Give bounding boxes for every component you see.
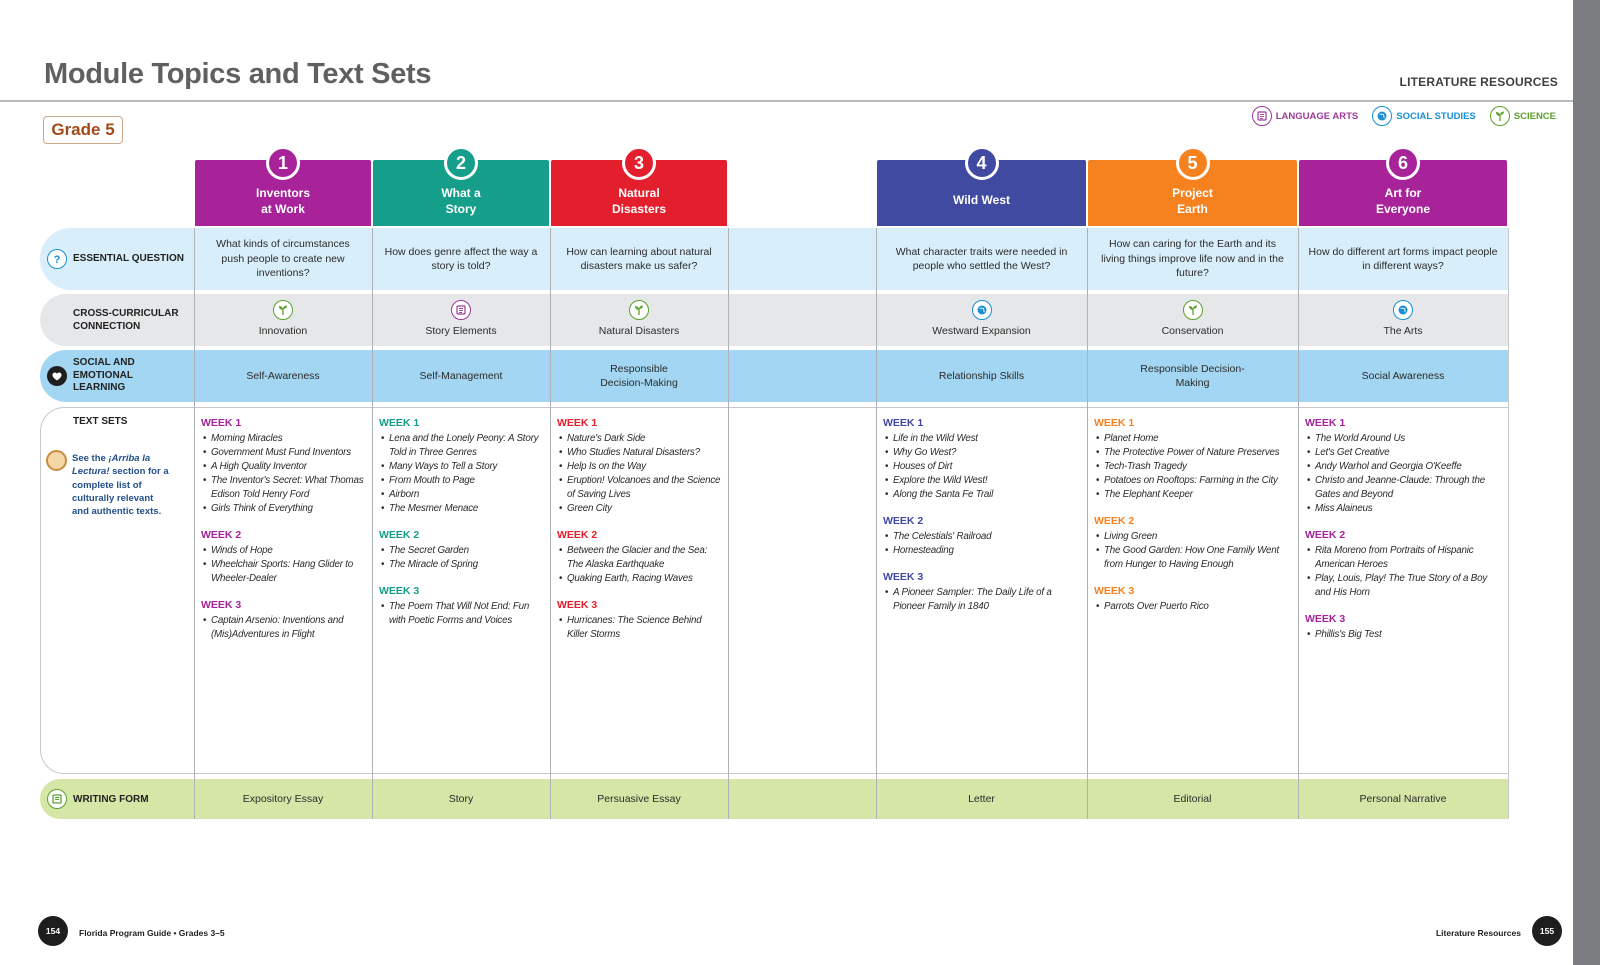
subject-legend: [1252, 106, 1556, 126]
module-header-1: [195, 152, 371, 226]
text-title: • From Mouth to Page: [379, 474, 545, 488]
module-number-badge: 3: [622, 146, 656, 180]
text-title: • Andy Warhol and Georgia O'Keeffe: [1305, 460, 1503, 474]
text-title: • Houses of Dirt: [883, 460, 1082, 474]
text-title: • Tech-Trash Tragedy: [1094, 460, 1293, 474]
text-title: • The Protective Power of Nature Preserves: [1094, 446, 1293, 460]
week-title-list: [379, 432, 545, 516]
text-title: • Homesteading: [883, 544, 1082, 558]
globe-icon: [1393, 300, 1413, 320]
week-heading: WEEK 2: [379, 529, 420, 541]
week-heading: WEEK 2: [883, 515, 924, 527]
essential-question-text: How does genre affect the way a story is told?: [384, 245, 538, 272]
text-title: • Help Is on the Way: [557, 460, 723, 474]
text-title: • The World Around Us: [1305, 432, 1503, 446]
text-title: • A Pioneer Sampler: The Daily Life of a Pioneer Family in 1840: [883, 586, 1082, 614]
writing-form-text: Persuasive Essay: [597, 792, 681, 805]
module-header-3: [551, 152, 727, 226]
week-title-list: [379, 544, 545, 572]
text-set-list: [1305, 416, 1503, 642]
footer-guide-title: Florida Program Guide • Grades 3–5: [79, 928, 225, 938]
week-heading: WEEK 1: [557, 417, 598, 429]
cross-curricular-text: Natural Disasters: [598, 325, 680, 337]
cross-curricular-cell: [876, 294, 1087, 346]
module-header-4: [877, 152, 1086, 226]
text-title: • Parrots Over Puerto Rico: [1094, 600, 1293, 614]
writing-form-text: Letter: [968, 792, 995, 805]
module-header-2: [373, 152, 549, 226]
cross-curricular-cell: [1087, 294, 1298, 346]
text-title: • Play, Louis, Play! The True Story of a Boy and His Horn: [1305, 572, 1503, 600]
book-icon: [1252, 106, 1272, 126]
week-title-list: [557, 614, 723, 642]
text-title: • The Miracle of Spring: [379, 558, 545, 572]
writing-form-text: Personal Narrative: [1359, 792, 1447, 805]
text-title: • Miss Alaineus: [1305, 502, 1503, 516]
text-title: • Phillis's Big Test: [1305, 628, 1503, 642]
text-title: • Many Ways to Tell a Story: [379, 460, 545, 474]
text-title: • The Celestials' Railroad: [883, 530, 1082, 544]
book-icon: [451, 300, 471, 320]
text-title: • Nature's Dark Side: [557, 432, 723, 446]
text-title: • Government Must Fund Inventors: [201, 446, 367, 460]
page-number-left: 154: [38, 916, 68, 946]
week-title-list: [201, 432, 367, 516]
arriba-la-lectura-note: See the ¡Arriba la Lectura! section for a complete list of culturally relevant and authentic texts.: [72, 453, 169, 518]
text-title: • Potatoes on Rooftops: Farming in the City: [1094, 474, 1293, 488]
sel-text: Responsible Decision-Making: [1140, 362, 1245, 389]
text-sets-label: TEXT SETS: [73, 416, 128, 427]
svg-text:?: ?: [53, 254, 61, 266]
text-title: • Living Green: [1094, 530, 1293, 544]
heart-icon: [47, 366, 67, 386]
module-number-badge: 2: [444, 146, 478, 180]
week-title-list: [883, 530, 1082, 558]
module-header-6: [1299, 152, 1507, 226]
week-title-list: [1094, 600, 1293, 614]
plant-icon: [273, 300, 293, 320]
column-divider: [1508, 228, 1509, 819]
text-title: • Life in the Wild West: [883, 432, 1082, 446]
week-title-list: [1305, 628, 1503, 642]
week-title-list: [1305, 432, 1503, 516]
week-heading: WEEK 1: [379, 417, 420, 429]
week-title-list: [201, 614, 367, 642]
text-title: • Along the Santa Fe Trail: [883, 488, 1082, 502]
arriba-la-lectura-icon: [46, 450, 67, 471]
writing-form-text: Expository Essay: [242, 792, 324, 805]
cross-curricular-cell: [550, 294, 728, 346]
footer-section-title: Literature Resources: [1435, 928, 1521, 938]
text-set-list: [557, 416, 723, 642]
module-number-badge: 4: [965, 146, 999, 180]
text-title: • Explore the Wild West!: [883, 474, 1082, 488]
week-heading: WEEK 1: [1305, 417, 1346, 429]
week-title-list: [557, 432, 723, 516]
header-divider: [0, 100, 1573, 102]
sel-text: Social Awareness: [1361, 369, 1445, 382]
text-title: • Why Go West?: [883, 446, 1082, 460]
question-mark-icon: [47, 249, 67, 269]
essential-question-text: What kinds of circumstances push people to create new inventions?: [216, 238, 350, 280]
writing-form-label: WRITING FORM: [73, 794, 149, 805]
page-edge-bar: [1573, 0, 1600, 965]
legend-item-globe: [1372, 106, 1476, 126]
week-heading: WEEK 1: [883, 417, 924, 429]
essential-question-text: What character traits were needed in people who settled the West?: [895, 245, 1068, 272]
week-heading: WEEK 3: [1094, 585, 1135, 597]
writing-form-text: Editorial: [1173, 792, 1212, 805]
text-title: • The Inventor's Secret: What Thomas Edison Told Henry Ford: [201, 474, 367, 502]
text-title: • Quaking Earth, Racing Waves: [557, 572, 723, 586]
sel-text: Responsible Decision-Making: [600, 362, 678, 389]
text-title: • Who Studies Natural Disasters?: [557, 446, 723, 460]
cross-curricular-cell: [194, 294, 372, 346]
module-title: Wild West: [952, 193, 1010, 207]
text-title: • Winds of Hope: [201, 544, 367, 558]
cross-curricular-text: Innovation: [258, 325, 308, 337]
plant-icon: [1183, 300, 1203, 320]
page-title: Module Topics and Text Sets: [44, 58, 432, 90]
text-title: • Let's Get Creative: [1305, 446, 1503, 460]
column-divider: [728, 228, 729, 819]
legend-label: SOCIAL STUDIES: [1396, 110, 1476, 122]
text-title: • The Mesmer Menace: [379, 502, 545, 516]
section-label: LITERATURE RESOURCES: [1399, 75, 1558, 89]
module-title: What a Story: [441, 186, 481, 216]
week-heading: WEEK 1: [1094, 417, 1135, 429]
plant-icon: [1490, 106, 1510, 126]
text-set-list: [201, 416, 367, 642]
module-number-badge: 1: [266, 146, 300, 180]
week-heading: WEEK 2: [1305, 529, 1346, 541]
text-title: • Green City: [557, 502, 723, 516]
text-title: • Hurricanes: The Science Behind Killer Storms: [557, 614, 723, 642]
text-title: • Planet Home: [1094, 432, 1293, 446]
week-title-list: [557, 544, 723, 586]
text-title: • Rita Moreno from Portraits of Hispanic American Heroes: [1305, 544, 1503, 572]
cross-curricular-cell: [1298, 294, 1508, 346]
text-title: • Wheelchair Sports: Hang Glider to Wheeler-Dealer: [201, 558, 367, 586]
sel-text: Self-Awareness: [246, 369, 320, 382]
text-title: • Captain Arsenio: Inventions and (Mis)Adventures in Flight: [201, 614, 367, 642]
text-title: • Morning Miracles: [201, 432, 367, 446]
text-title: • Girls Think of Everything: [201, 502, 367, 516]
week-heading: WEEK 3: [1305, 613, 1346, 625]
text-title: • Airborn: [379, 488, 545, 502]
text-title: • A High Quality Inventor: [201, 460, 367, 474]
writing-form-text: Story: [448, 792, 474, 805]
week-heading: WEEK 1: [201, 417, 242, 429]
essential-question-text: How do different art forms impact people in different ways?: [1308, 245, 1498, 272]
cross-curricular-label: CROSS-CURRICULAR CONNECTION: [73, 308, 179, 332]
globe-icon: [1372, 106, 1392, 126]
text-title: • Eruption! Volcanoes and the Science of Saving Lives: [557, 474, 723, 502]
week-title-list: [1094, 530, 1293, 572]
week-title-list: [201, 544, 367, 586]
module-title: Art for Everyone: [1375, 186, 1431, 216]
week-heading: WEEK 3: [379, 585, 420, 597]
text-set-list: [379, 416, 545, 628]
module-title: Project Earth: [1172, 186, 1213, 216]
module-number-badge: 6: [1386, 146, 1420, 180]
globe-icon: [972, 300, 992, 320]
module-title: Natural Disasters: [611, 186, 667, 216]
legend-label: LANGUAGE ARTS: [1275, 110, 1359, 122]
text-title: • Lena and the Lonely Peony: A Story Told in Three Genres: [379, 432, 545, 460]
text-set-list: [883, 416, 1082, 614]
essential-question-text: How can caring for the Earth and its living things improve life now and in the future?: [1101, 238, 1284, 280]
sel-text: Relationship Skills: [938, 369, 1025, 382]
page-number-right: 155: [1532, 916, 1562, 946]
sel-label: SOCIAL AND EMOTIONAL LEARNING: [73, 357, 135, 393]
week-heading: WEEK 3: [883, 571, 924, 583]
week-heading: WEEK 2: [1094, 515, 1135, 527]
sel-text: Self-Management: [419, 369, 503, 382]
text-title: • Between the Glacier and the Sea: The Alaska Earthquake: [557, 544, 723, 572]
essential-question-label: ESSENTIAL QUESTION: [73, 253, 184, 264]
cross-curricular-text: The Arts: [1383, 325, 1423, 337]
text-title: • The Poem That Will Not End: Fun with Poetic Forms and Voices: [379, 600, 545, 628]
grade-badge: Grade 5: [43, 116, 123, 144]
week-title-list: [1094, 432, 1293, 502]
text-set-list: [1094, 416, 1293, 614]
week-heading: WEEK 2: [201, 529, 242, 541]
week-heading: WEEK 3: [201, 599, 242, 611]
essential-question-text: How can learning about natural disasters make us safer?: [566, 245, 712, 272]
text-title: • The Secret Garden: [379, 544, 545, 558]
legend-label: SCIENCE: [1513, 110, 1556, 122]
plant-icon: [629, 300, 649, 320]
pencil-icon: [47, 789, 67, 809]
week-title-list: [379, 600, 545, 628]
module-number-badge: 5: [1176, 146, 1210, 180]
cross-curricular-text: Story Elements: [425, 325, 497, 337]
cross-curricular-text: Westward Expansion: [932, 325, 1031, 337]
cross-curricular-cell: [372, 294, 550, 346]
text-title: • The Good Garden: How One Family Went from Hunger to Having Enough: [1094, 544, 1293, 572]
week-heading: WEEK 2: [557, 529, 598, 541]
cross-curricular-text: Conservation: [1161, 325, 1224, 337]
week-heading: WEEK 3: [557, 599, 598, 611]
week-title-list: [1305, 544, 1503, 600]
legend-item-plant: [1490, 106, 1556, 126]
module-header-5: [1088, 152, 1297, 226]
module-title: Inventors at Work: [255, 186, 310, 216]
legend-item-book: [1252, 106, 1359, 126]
text-title: • The Elephant Keeper: [1094, 488, 1293, 502]
week-title-list: [883, 432, 1082, 502]
week-title-list: [883, 586, 1082, 614]
text-title: • Christo and Jeanne-Claude: Through the Gates and Beyond: [1305, 474, 1503, 502]
